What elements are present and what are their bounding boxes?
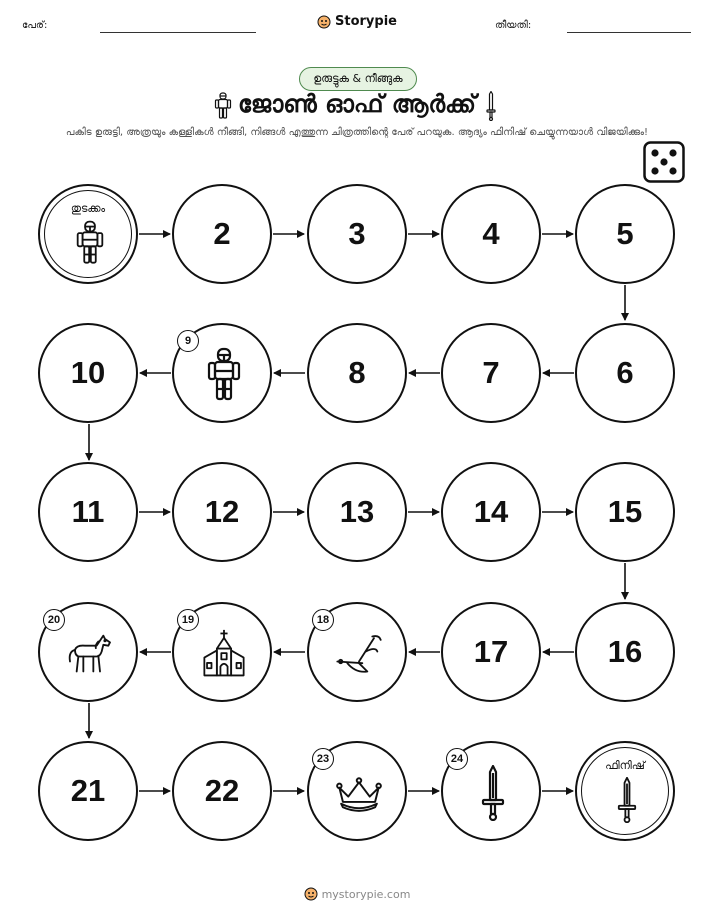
name-label: പേര്: [22,20,48,31]
instructions: പകിട ഉരുട്ടി, അത്രയും കള്ളികൾ നീങ്ങി, നിങ്ങൾ എത്തുന്ന ചിത്രത്തിന്റെ പേര് പറയുക. ആദ്യം ഫിനിഷ് ചെയ്യുന്നയാൾ വിജയിക്കും! [65,127,649,138]
finish-space [575,741,675,841]
space-number: 22 [204,773,240,808]
space-number: 15 [607,494,643,529]
finish-label: ഫിനിഷ് [605,759,645,772]
page-title: ജോൺ ഓഫ് ആർക്ക് [238,90,476,118]
space-number: 10 [70,355,106,390]
game-tag: ഉരുട്ടുക & നീങ്ങുക [299,67,417,91]
space-number-badge: 24 [446,748,468,770]
space-number-badge: 9 [177,330,199,352]
crown-icon [334,765,384,821]
knight-icon [70,220,110,266]
space-number-badge: 19 [177,609,199,631]
sword-icon [607,777,647,823]
board-space-7 [441,323,541,423]
board-space-8 [307,323,407,423]
board-space-13 [307,462,407,562]
board-space-12 [172,462,272,562]
footer [0,887,714,904]
space-number: 5 [616,216,634,251]
space-number: 13 [339,494,375,529]
plough-icon [334,626,384,682]
start-space [38,184,138,284]
sword-icon [468,765,518,821]
board-space-3 [307,184,407,284]
space-number: 11 [71,494,105,529]
footer-logo-icon [304,887,318,901]
space-number-badge: 20 [43,609,65,631]
space-number-badge: 18 [312,609,334,631]
start-label: തുടക്കം [70,202,106,215]
knight-icon [199,347,249,403]
board-space-5 [575,184,675,284]
space-number: 7 [482,355,500,390]
board-space-22 [172,741,272,841]
horse-icon [65,626,115,682]
space-number: 3 [348,216,366,251]
space-number: 16 [607,634,643,669]
space-number: 6 [616,355,634,390]
space-number: 12 [204,494,240,529]
space-number: 8 [348,355,366,390]
board-space-15 [575,462,675,562]
brand-name: Storypie [335,14,397,29]
space-number: 17 [473,634,509,669]
footer-url[interactable]: mystorypie.com [321,887,411,901]
space-number-badge: 23 [312,748,334,770]
board-space-4 [441,184,541,284]
board-space-2 [172,184,272,284]
board-space-14 [441,462,541,562]
church-icon [199,626,249,682]
board-space-16 [575,602,675,702]
board-space-17 [441,602,541,702]
space-number: 14 [473,494,509,529]
space-number: 21 [70,773,106,808]
date-label: തീയതി: [495,20,532,31]
board-space-6 [575,323,675,423]
board-space-10 [38,323,138,423]
space-number: 4 [482,216,500,251]
board-space-21 [38,741,138,841]
space-number: 2 [213,216,231,251]
board-space-11 [38,462,138,562]
